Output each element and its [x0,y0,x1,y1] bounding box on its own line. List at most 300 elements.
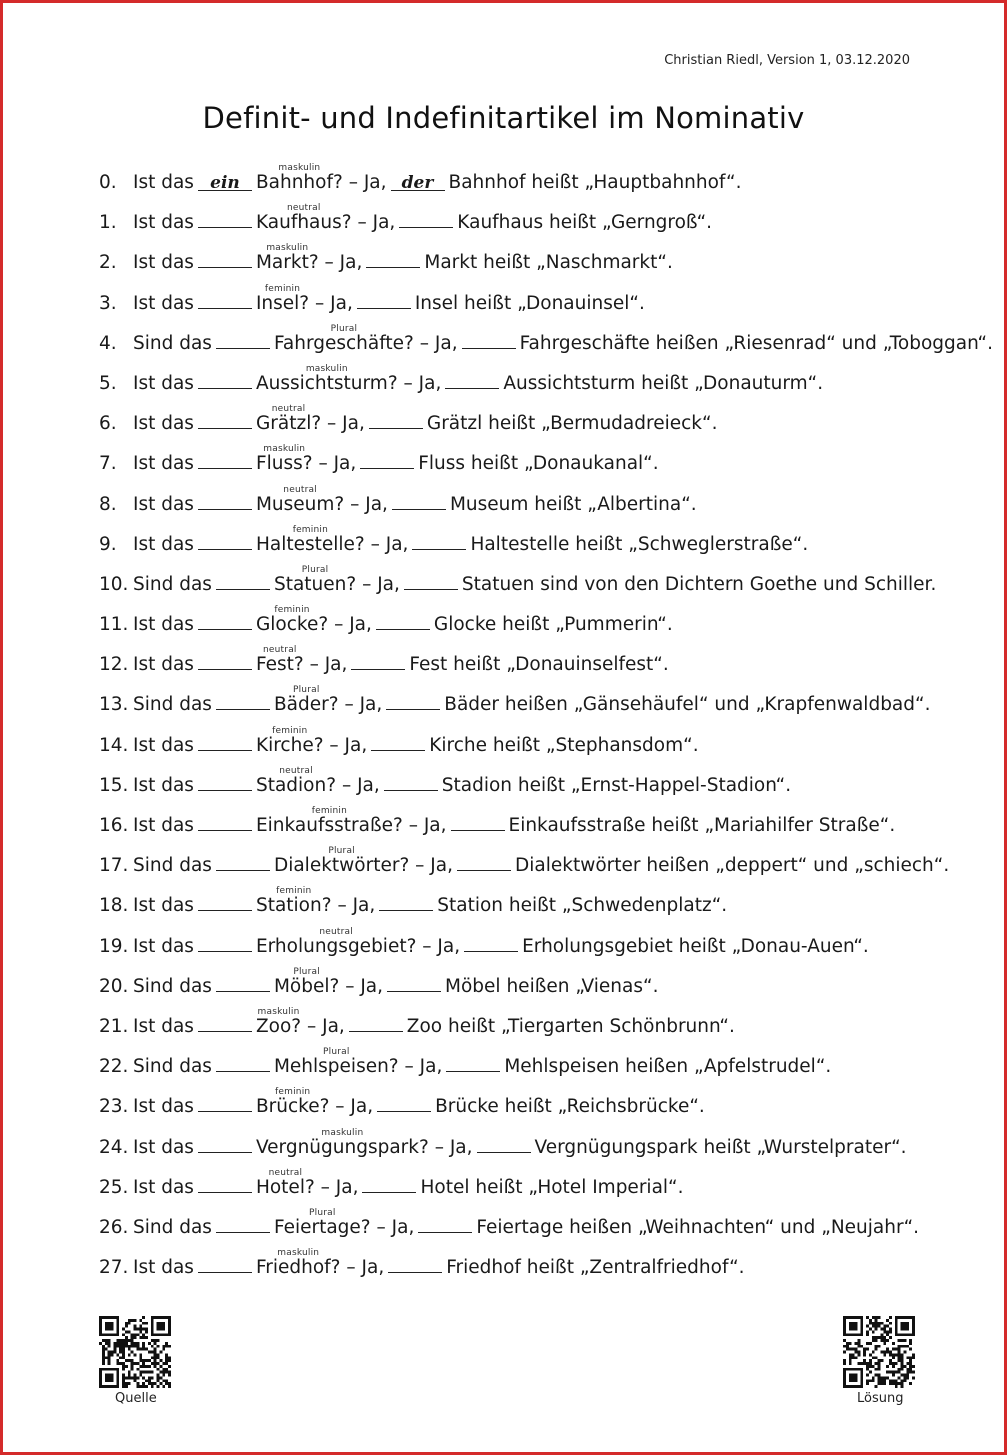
gender-hint: Plural [328,846,355,857]
exercise-number: 20. [99,975,129,997]
exercise-number: 0. [99,172,117,193]
exercise-number: 4. [99,332,117,354]
answer-rest: Grätzl heißt „Bermudadreieck“. [426,413,718,435]
article-blank-2[interactable] [369,414,423,429]
answer-rest: Aussichtsturm heißt „Donauturm“. [503,372,824,394]
gender-hint: neutral [286,203,321,214]
gender-hint: maskulin [321,1127,364,1138]
article-blank-2[interactable] [477,1138,531,1153]
qr-code-solution-icon[interactable] [843,1316,915,1388]
exercise-sentence [99,725,699,758]
exercise-number: 3. [99,292,117,314]
article-blank-1[interactable] [198,736,252,751]
answer-rest: Mehlspeisen heißen „Apfelstrudel“. [504,1056,832,1078]
answer-start: – Ja, [334,614,372,636]
question-start: Ist das [133,252,194,274]
article-blank-2[interactable] [451,816,505,831]
noun: Erholungsgebiet? [255,935,417,957]
article-blank-2[interactable] [376,615,430,630]
exercise-number: 17. [99,855,129,877]
answer-start: – Ja, [362,573,400,595]
article-blank-1[interactable] [216,1057,270,1072]
exercise-row [99,681,929,721]
answer-start: – Ja, [315,292,353,314]
answer-start: – Ja, [306,1015,345,1037]
article-blank-1[interactable] [216,334,270,349]
answer-start: – Ja, [422,935,461,957]
noun: Haltestelle? [255,533,365,555]
article-blank-1[interactable] [198,1178,252,1193]
exercise-row [99,963,929,1003]
exercise-number: 19. [99,935,129,957]
exercise-row [99,159,929,199]
noun-with-gender [255,163,343,195]
noun: Glocke? [255,614,329,636]
noun-with-gender [255,1006,302,1039]
noun-with-gender [255,363,398,396]
article-answer-1: ein [210,173,240,193]
article-blank-2[interactable] [349,1017,403,1032]
gender-hint: feminin [264,283,301,294]
noun: Museum? [255,493,345,515]
answer-start: – Ja, [341,774,380,796]
question-start: Ist das [133,1136,194,1158]
gender-hint: Plural [330,323,358,334]
answer-start: – Ja, [345,975,384,997]
exercise-sentence [99,1087,705,1119]
noun-with-gender [255,1127,429,1160]
article-blank-2[interactable] [386,695,440,710]
exercise-number: 23. [99,1096,129,1118]
exercise-row [99,762,929,802]
answer-rest: Fest heißt „Donauinselfest“. [409,654,669,676]
answer-start: – Ja, [350,493,388,515]
noun: Brücke? [255,1096,330,1118]
answer-rest: Markt heißt „Naschmarkt“. [424,252,673,274]
exercise-sentence [99,1127,907,1160]
exercise-sentence [99,605,673,637]
exercise-sentence [99,926,869,959]
article-blank-1[interactable] [198,173,252,193]
noun: Vergnügungspark? [255,1136,429,1158]
exercise-row [99,842,950,882]
exercise-sentence [99,363,824,396]
article-blank-1[interactable] [198,816,252,831]
answer-start: – Ja, [419,332,458,354]
article-blank-2[interactable] [392,495,446,510]
question-start: Ist das [133,815,194,836]
article-blank-2[interactable] [445,374,499,389]
exercise-sentence [99,846,950,878]
article-blank-1[interactable] [216,1218,270,1233]
exercise-sentence [99,283,645,316]
question-start: Ist das [133,372,194,394]
answer-start: – Ja, [337,895,376,917]
question-start: Ist das [133,654,194,676]
question-start: Sind das [133,1056,212,1078]
question-start: Ist das [133,734,194,756]
article-blank-2[interactable] [464,937,518,952]
answer-rest: Stadion heißt „Ernst-Happel-Stadion“. [441,774,792,796]
answer-start: – Ja, [309,654,348,676]
noun-with-gender [255,404,322,436]
answer-rest: Möbel heißen „Vienas“. [445,975,659,997]
exercise-number: 7. [99,453,117,475]
answer-rest: Einkaufsstraße heißt „Mariahilfer Straße“. [508,815,896,836]
exercise-number: 22. [99,1056,129,1078]
answer-start: – Ja, [327,413,365,435]
qr-solution-label: Lösung [857,1391,904,1406]
question-start: Ist das [133,1015,194,1037]
article-blank-2[interactable] [418,1218,472,1233]
exercise-number: 10. [99,573,129,595]
article-blank-2[interactable] [362,1178,416,1193]
article-blank-1[interactable] [198,374,252,389]
exercise-sentence [99,524,809,557]
noun-with-gender [255,203,352,235]
exercise-number: 13. [99,694,129,716]
exercise-row [99,1164,929,1204]
answer-rest: Friedhof heißt „Zentralfriedhof“. [446,1257,745,1279]
exercise-sentence [99,645,669,677]
article-blank-2[interactable] [391,173,445,193]
exercise-sentence [99,685,931,717]
question-start: Ist das [133,493,194,515]
article-blank-1[interactable] [198,454,252,469]
question-start: Ist das [133,935,194,957]
question-start: Ist das [133,895,194,917]
exercise-row [99,199,929,239]
noun-with-gender [255,524,365,557]
article-blank-2[interactable] [446,1057,500,1072]
gender-hint: maskulin [305,363,348,374]
gender-hint: Plural [301,564,329,575]
noun-with-gender [255,765,337,798]
article-blank-1[interactable] [216,575,270,590]
exercise-number: 9. [99,533,117,555]
gender-hint: neutral [268,1167,303,1178]
article-blank-1[interactable] [198,535,252,550]
answer-start: – Ja, [348,172,387,193]
exercise-row [99,481,929,521]
article-blank-2[interactable] [387,977,441,992]
noun-with-gender [273,564,357,597]
article-blank-2[interactable] [412,535,466,550]
exercise-row [99,360,929,400]
exercise-number: 21. [99,1015,129,1037]
noun-with-gender [255,444,313,476]
exercise-sentence [99,886,728,918]
noun-with-gender [273,1207,371,1240]
answer-start: – Ja, [370,533,409,555]
exercise-row [99,802,929,842]
answer-start: – Ja, [403,372,442,394]
gender-hint: neutral [263,645,297,656]
noun-with-gender [255,645,304,677]
answer-start: – Ja, [335,1096,374,1118]
noun-with-gender [273,846,410,878]
article-answer-2: der [401,173,434,193]
answer-rest: Bäder heißen „Gänsehäufel“ und „Krapfenwaldbad“. [444,694,931,716]
exercise-number: 2. [99,252,117,274]
answer-rest: Kaufhaus heißt „Gerngroß“. [457,212,713,234]
exercise-sentence [99,243,673,275]
noun: Fahrgeschäfte? [273,332,414,354]
exercise-sentence [99,323,993,356]
answer-start: – Ja, [344,694,383,716]
gender-hint: feminin [311,806,348,816]
exercise-row [99,1204,929,1244]
question-start: Ist das [133,1176,194,1198]
article-blank-2[interactable] [404,575,458,590]
exercise-sentence [99,765,792,798]
exercise-number: 8. [99,493,117,515]
answer-start: – Ja, [318,453,357,475]
noun: Fluss? [255,453,313,475]
exercise-sentence [99,484,697,517]
article-blank-1[interactable] [198,937,252,952]
exercise-number: 5. [99,372,117,394]
article-blank-1[interactable] [198,615,252,630]
exercise-sentence [99,163,742,195]
gender-hint: maskulin [257,1006,300,1017]
exercise-sentence [99,444,659,476]
exercise-row [99,1043,929,1083]
question-start: Ist das [133,292,194,314]
answer-rest: Glocke heißt „Pummerin“. [433,614,673,636]
gender-hint: Plural [292,685,320,696]
exercise-row [99,641,929,681]
gender-hint: neutral [319,926,353,937]
noun: Kirche? [255,734,324,756]
article-blank-1[interactable] [216,856,270,871]
exercise-number: 25. [99,1176,129,1198]
gender-hint: feminin [275,1087,311,1098]
exercise-number: 16. [99,815,129,836]
exercise-row [99,1083,929,1123]
exercise-number: 14. [99,734,129,756]
exercise-number: 11. [99,614,129,636]
answer-rest: Fluss heißt „Donaukanal“. [418,453,659,475]
article-blank-1[interactable] [198,213,252,228]
author-version-line: Christian Riedl, Version 1, 03.12.2020 [664,53,910,68]
gender-hint: feminin [274,605,310,616]
noun-with-gender [255,1087,330,1119]
article-blank-1[interactable] [198,253,252,268]
exercise-number: 15. [99,774,129,796]
article-blank-2[interactable] [360,454,414,469]
noun: Friedhof? [255,1257,341,1279]
answer-start: – Ja, [376,1216,415,1238]
noun-with-gender [255,806,403,838]
gender-hint: maskulin [278,163,321,173]
noun: Markt? [255,252,319,274]
noun: Kaufhaus? [255,212,352,234]
noun-with-gender [273,966,340,999]
answer-rest: Dialektwörter heißen „deppert“ und „schiech“. [514,855,950,877]
article-blank-1[interactable] [216,695,270,710]
article-blank-2[interactable] [384,776,438,791]
answer-rest: Vergnügungspark heißt „Wurstelprater“. [534,1136,907,1158]
exercise-list [99,159,993,1284]
gender-hint: feminin [276,886,312,897]
exercise-row [99,320,993,360]
exercise-row [99,722,929,762]
question-start: Ist das [133,774,194,796]
question-start: Ist das [133,413,194,435]
noun: Hotel? [255,1176,315,1198]
exercise-row [99,400,929,440]
exercise-row [99,601,929,641]
article-blank-1[interactable] [198,294,252,309]
exercise-row [99,923,929,963]
question-start: Ist das [133,453,194,475]
answer-start: – Ja, [434,1136,473,1158]
gender-hint: maskulin [266,243,309,254]
article-blank-2[interactable] [366,253,420,268]
exercise-sentence [99,1047,832,1079]
article-blank-2[interactable] [377,1097,431,1112]
question-start: Ist das [133,533,194,555]
noun: Einkaufsstraße? [255,815,403,836]
exercise-number: 27. [99,1257,129,1279]
answer-rest: Brücke heißt „Reichsbrücke“. [435,1096,705,1118]
gender-hint: feminin [272,725,308,736]
question-start: Ist das [133,212,194,234]
exercise-sentence [99,1248,745,1280]
noun: Grätzl? [255,413,322,435]
answer-rest: Bahnhof heißt „Hauptbahnhof“. [448,172,742,193]
question-start: Sind das [133,855,212,877]
answer-rest: Kirche heißt „Stephansdom“. [429,734,699,756]
answer-start: – Ja, [346,1257,385,1279]
answer-start: – Ja, [320,1176,359,1198]
exercise-sentence [99,404,718,436]
article-blank-2[interactable] [399,213,453,228]
article-blank-2[interactable] [457,856,511,871]
exercise-number: 12. [99,654,129,676]
question-start: Ist das [133,172,194,193]
article-blank-2[interactable] [379,896,433,911]
exercise-sentence [99,806,896,838]
exercise-row [99,239,929,279]
noun: Zoo? [255,1015,302,1037]
question-start: Ist das [133,614,194,636]
noun: Möbel? [273,975,340,997]
noun: Dialektwörter? [273,855,410,877]
exercise-row [99,1244,929,1284]
exercise-number: 26. [99,1216,129,1238]
exercise-number: 18. [99,895,129,917]
noun: Fest? [255,654,304,676]
exercise-sentence [99,564,937,597]
article-blank-2[interactable] [351,655,405,670]
noun-with-gender [255,1167,315,1200]
noun: Insel? [255,292,310,314]
exercise-row [99,882,929,922]
exercise-sentence [99,203,713,235]
qr-source-label: Quelle [115,1391,157,1406]
gender-hint: neutral [279,765,313,776]
article-blank-1[interactable] [198,655,252,670]
answer-start: – Ja, [357,212,396,234]
noun: Bahnhof? [255,172,343,193]
exercise-sentence [99,1006,735,1039]
answer-rest: Haltestelle heißt „Schweglerstraße“. [470,533,809,555]
article-blank-1[interactable] [198,495,252,510]
noun: Bäder? [273,694,339,716]
exercise-row [99,561,937,601]
answer-start: – Ja, [329,734,368,756]
question-start: Sind das [133,694,212,716]
noun-with-gender [273,685,339,717]
gender-hint: maskulin [277,1248,320,1259]
qr-code-source-icon[interactable] [99,1316,171,1388]
article-blank-1[interactable] [216,977,270,992]
exercise-row [99,1003,929,1043]
answer-rest: Erholungsgebiet heißt „Donau-Auen“. [522,935,869,957]
answer-rest: Station heißt „Schwedenplatz“. [437,895,728,917]
noun: Station? [255,895,332,917]
article-blank-1[interactable] [198,776,252,791]
gender-hint: Plural [323,1047,350,1058]
article-blank-2[interactable] [388,1258,442,1273]
question-start: Ist das [133,1096,194,1118]
article-blank-1[interactable] [198,896,252,911]
question-start: Ist das [133,1257,194,1279]
page-title: Definit- und Indefinitartikel im Nominativ [202,101,805,135]
article-blank-1[interactable] [198,1258,252,1273]
question-start: Sind das [133,573,212,595]
noun-with-gender [255,886,332,918]
article-blank-1[interactable] [198,1138,252,1153]
exercise-sentence [99,1207,920,1240]
answer-rest: Insel heißt „Donauinsel“. [414,292,645,314]
exercise-number: 1. [99,212,117,234]
noun: Feiertage? [273,1216,371,1238]
gender-hint: neutral [271,404,306,415]
noun: Statuen? [273,573,357,595]
gender-hint: maskulin [263,444,306,455]
article-blank-2[interactable] [357,294,411,309]
article-blank-1[interactable] [198,414,252,429]
answer-start: – Ja, [404,1056,443,1078]
gender-hint: Plural [309,1207,336,1218]
exercise-sentence [99,1167,684,1200]
noun-with-gender [255,725,324,758]
gender-hint: neutral [283,484,317,495]
noun-with-gender [255,283,310,316]
noun: Mehlspeisen? [273,1056,399,1078]
question-start: Sind das [133,975,212,997]
noun-with-gender [255,484,345,517]
noun-with-gender [255,243,319,275]
exercise-sentence [99,966,659,999]
answer-rest: Fahrgeschäfte heißen „Riesenrad“ und „Toboggan“. [519,332,993,354]
noun-with-gender [255,605,329,637]
noun-with-gender [255,1248,341,1280]
article-blank-2[interactable] [462,334,516,349]
gender-hint: feminin [292,524,328,535]
article-blank-1[interactable] [198,1017,252,1032]
question-start: Sind das [133,1216,212,1238]
answer-start: – Ja, [324,252,363,274]
answer-rest: Zoo heißt „Tiergarten Schönbrunn“. [406,1015,735,1037]
noun: Stadion? [255,774,337,796]
article-blank-2[interactable] [371,736,425,751]
article-blank-1[interactable] [198,1097,252,1112]
noun-with-gender [273,1047,399,1079]
